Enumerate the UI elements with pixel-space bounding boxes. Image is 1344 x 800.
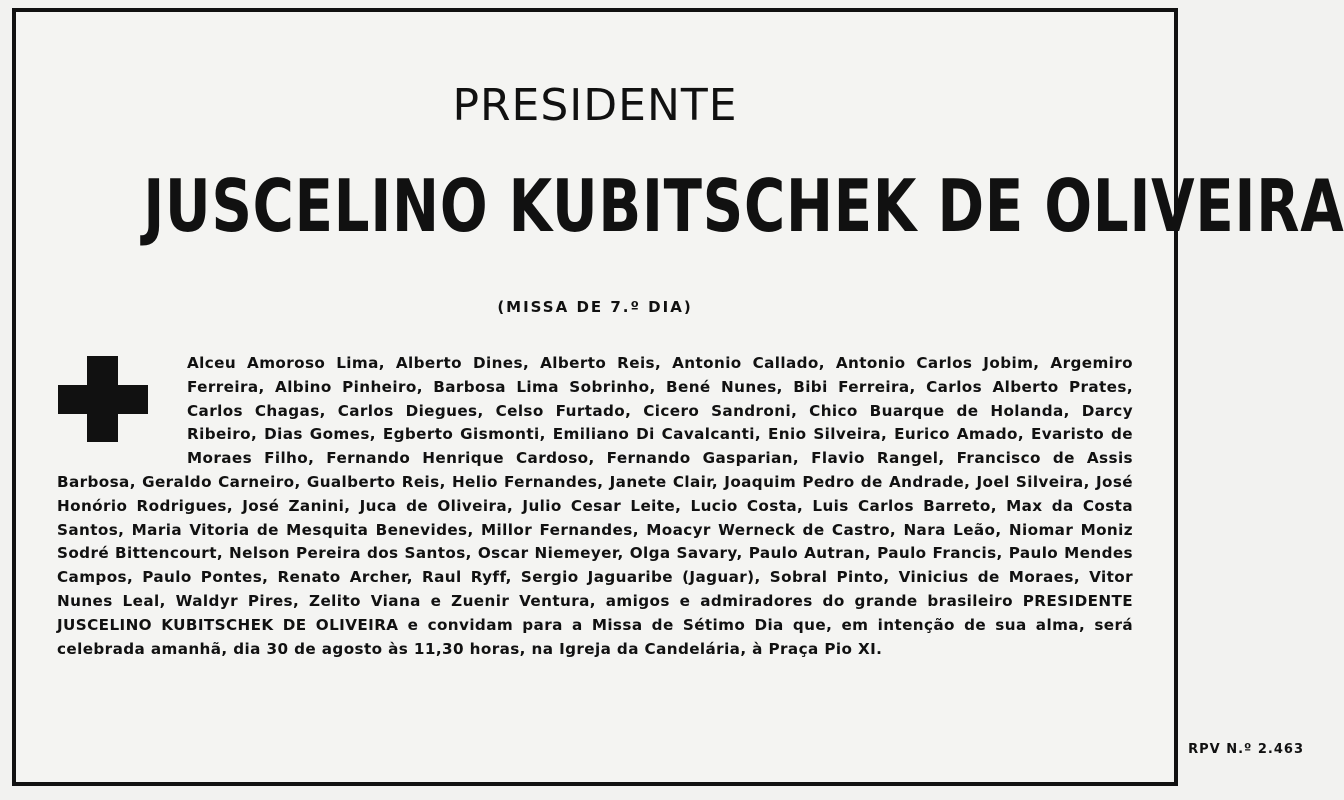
- notice-body-text: Alceu Amoroso Lima, Alberto Dines, Alberto Reis, Antonio Callado, Antonio Carlos Jobim, Argemiro Ferreira, Albino Pinheiro, Barbosa Lima Sobrinho, Bené Nunes, Bibi Ferreira, Carlos Alberto Prates, Carlos Chagas, Carlos Diegues, Celso Furtado, Cicero Sandroni, Chico Buarque de Holanda, Darcy Ribeiro, Dias Gomes, Egberto Gismonti, Emiliano Di Cavalcanti, Enio Silveira, Eurico Amado, Evaristo de Moraes Filho, Fernando Henrique Cardoso, Fernando Gasparian, Flavio Rangel, Francisco de Assis Barbosa, Geraldo Carneiro, Gualberto Reis, Helio Fernandes, Janete Clair, Joaquim Pedro de Andrade, Joel Silveira, José Honório Rodrigues, José Zanini, Juca de Oliveira, Julio Cesar Leite, Lucio Costa, Luis Carlos Barreto, Max da Costa Santos, Maria Vitoria de Mesquita Benevides, Millor Fernandes, Moacyr Werneck de Castro, Nara Leão, Niomar Moniz Sodré Bittencourt, Nelson Pereira dos Santos, Oscar Niemeyer, Olga Savary, Paulo Autran, Paulo Francis, Paulo Mendes Campos, Paulo Pontes, Renato Archer, Raul Ryff, Sergio Jaguaribe (Jaguar), Sobral Pinto, Vinicius de Moraes, Vitor Nunes Leal, Waldyr Pires, Zelito Viana e Zuenir Ventura, amigos e admiradores do grande brasileiro PRESIDENTE JUSCELINO KUBITSCHEK DE OLIVEIRA e convidam para a Missa de Sétimo Dia que, em intenção de sua alma, será celebrada amanhã, dia 30 de agosto às 11,30 horas, na Igreja da Candelária, à Praça Pio XI.: [57, 354, 1133, 658]
- notice-body: [57, 352, 1133, 661]
- cross-spacer: [57, 352, 187, 470]
- notice-subtitle: (MISSA DE 7.º DIA): [497, 298, 693, 316]
- notice-name: JUSCELINO KUBITSCHEK DE OLIVEIRA: [143, 164, 1344, 248]
- notice-overline: PRESIDENTE: [452, 80, 738, 131]
- notice-reference: RPV N.º 2.463: [1188, 742, 1304, 757]
